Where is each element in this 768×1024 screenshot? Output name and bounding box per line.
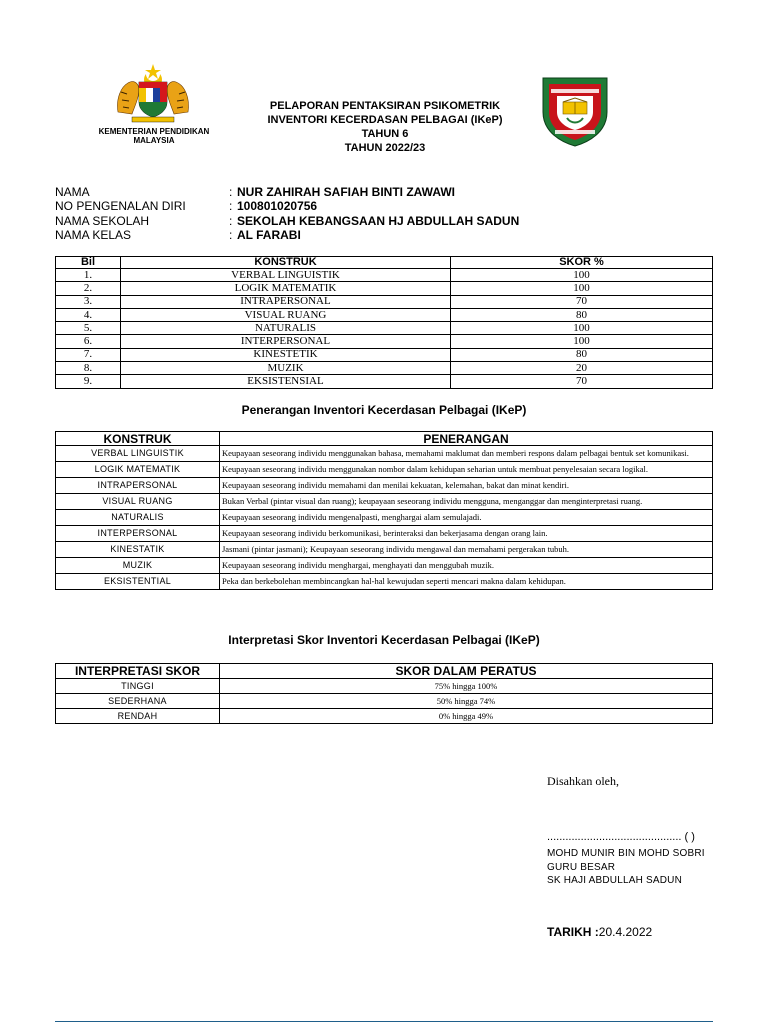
table-row: [56, 362, 713, 375]
row-konstruk: NATURALIS: [56, 510, 220, 526]
row-penerangan: Jasmani (pintar jasmani); Keupayaan seseorang individu mengawal dan memahami pergerakan tubuh.: [220, 542, 713, 558]
header-skor-peratus: SKOR DALAM PERATUS: [220, 664, 713, 679]
table-row: [56, 348, 713, 361]
signatory-block: [547, 847, 705, 888]
table-row: [56, 679, 713, 694]
table-header-row: [56, 257, 713, 269]
header-konstruk: KONSTRUK: [121, 257, 451, 269]
row-konstruk: VERBAL LINGUISTIK: [56, 446, 220, 462]
table-header-row: [56, 432, 713, 446]
row-penerangan: Keupayaan seseorang individu berkomunikasi, berinteraksi dan bekerjasama dengan orang lain.: [220, 526, 713, 542]
date-field: [547, 925, 652, 939]
table-header-row: [56, 664, 713, 679]
row-bil: 3.: [56, 295, 121, 308]
row-skor: 100: [451, 322, 713, 335]
table-row: [56, 269, 713, 282]
info-row-class: [55, 228, 519, 242]
row-bil: 1.: [56, 269, 121, 282]
header-skor: SKOR %: [451, 257, 713, 269]
table-row: [56, 375, 713, 388]
row-bil: 8.: [56, 362, 121, 375]
explanation-title: Penerangan Inventori Kecerdasan Pelbagai (IKeP): [241, 403, 527, 417]
info-value: AL FARABI: [237, 227, 301, 242]
interpretation-table: [55, 663, 713, 724]
row-konstruk: VISUAL RUANG: [56, 494, 220, 510]
row-penerangan: Keupayaan seseorang individu menghargai, menghayati dan menggubah muzik.: [220, 558, 713, 574]
signatory-name: MOHD MUNIR BIN MOHD SOBRI: [547, 848, 705, 859]
table-row: [56, 446, 713, 462]
table-row: [56, 478, 713, 494]
row-konstruk: EKSISTENSIAL: [121, 375, 451, 388]
row-bil: 7.: [56, 348, 121, 361]
table-row: [56, 295, 713, 308]
row-bil: 4.: [56, 308, 121, 321]
row-skor: 80: [451, 348, 713, 361]
row-skor: 100: [451, 335, 713, 348]
row-konstruk: VISUAL RUANG: [121, 308, 451, 321]
row-konstruk: KINESTETIK: [121, 348, 451, 361]
title-line-1: PELAPORAN PENTAKSIRAN PSIKOMETRIK: [269, 100, 501, 112]
row-konstruk: MUZIK: [56, 558, 220, 574]
row-skor: 70: [451, 295, 713, 308]
row-konstruk: KINESTATIK: [56, 542, 220, 558]
explanation-table: [55, 431, 713, 590]
row-skor: 80: [451, 308, 713, 321]
row-konstruk: INTERPERSONAL: [56, 526, 220, 542]
header-konstruk: KONSTRUK: [56, 432, 220, 446]
row-level: TINGGI: [56, 679, 220, 694]
info-colon: :: [229, 199, 233, 214]
row-penerangan: Bukan Verbal (pintar visual dan ruang); keupayaan seseorang individu mengguna, menganggar dan menginterpretasi ruang.: [220, 494, 713, 510]
row-level: SEDERHANA: [56, 694, 220, 709]
row-skor: 20: [451, 362, 713, 375]
row-skor: 100: [451, 282, 713, 295]
info-label: NAMA SEKOLAH: [55, 213, 150, 228]
header-interpretasi: INTERPRETASI SKOR: [56, 664, 220, 679]
table-row: [56, 308, 713, 321]
date-value: 20.4.2022: [598, 925, 653, 939]
row-konstruk: NATURALIS: [121, 322, 451, 335]
table-row: [56, 282, 713, 295]
table-row: [56, 335, 713, 348]
approved-by-label: Disahkan oleh,: [547, 774, 619, 788]
signatory-position: GURU BESAR: [547, 861, 616, 873]
signatory-school: SK HAJI ABDULLAH SADUN: [547, 875, 682, 886]
row-konstruk: EKSISTENTIAL: [56, 574, 220, 590]
row-konstruk: MUZIK: [121, 362, 451, 375]
info-colon: :: [229, 227, 233, 242]
row-range: 50% hingga 74%: [220, 694, 713, 709]
table-row: [56, 709, 713, 724]
row-penerangan: Keupayaan seseorang individu menggunakan bahasa, memahami maklumat dan memberi respons dalam pelbagai bentuk set komunikasi.: [220, 446, 713, 462]
report-title: [240, 99, 530, 155]
header-penerangan: PENERANGAN: [220, 432, 713, 446]
table-row: [56, 322, 713, 335]
row-bil: 2.: [56, 282, 121, 295]
row-range: 0% hingga 49%: [220, 709, 713, 724]
row-bil: 9.: [56, 375, 121, 388]
table-row: [56, 574, 713, 590]
table-row: [56, 494, 713, 510]
title-line-2: INVENTORI KECERDASAN PELBAGAI (IKeP): [267, 114, 503, 126]
row-konstruk: LOGIK MATEMATIK: [121, 282, 451, 295]
info-colon: :: [229, 185, 233, 199]
info-row-school: [55, 214, 519, 228]
student-info: [55, 185, 519, 242]
title-line-3: TAHUN 6: [361, 128, 409, 140]
table-row: [56, 510, 713, 526]
table-row: [56, 558, 713, 574]
row-konstruk: INTRAPERSONAL: [121, 295, 451, 308]
info-value: NUR ZAHIRAH SAFIAH BINTI ZAWAWI: [237, 185, 455, 199]
info-value: SEKOLAH KEBANGSAAN HJ ABDULLAH SADUN: [237, 213, 520, 228]
date-label: TARIKH :: [547, 925, 599, 939]
table-row: [56, 462, 713, 478]
header-bil: Bil: [56, 257, 121, 269]
table-row: [56, 526, 713, 542]
row-bil: 6.: [56, 335, 121, 348]
info-row-name: [55, 185, 519, 199]
school-logo: [537, 72, 613, 148]
interpretation-title: Interpretasi Skor Inventori Kecerdasan Pelbagai (IKeP): [228, 633, 540, 647]
row-skor: 100: [451, 269, 713, 282]
row-range: 75% hingga 100%: [220, 679, 713, 694]
score-table: [55, 256, 713, 389]
row-level: RENDAH: [56, 709, 220, 724]
info-label: NAMA KELAS: [55, 227, 132, 242]
info-label: NO PENGENALAN DIRI: [55, 199, 186, 214]
row-konstruk: INTERPERSONAL: [121, 335, 451, 348]
row-penerangan: Peka dan berkebolehan membincangkan hal-hal kewujudan seperti mencari makna dalam kehidupan.: [220, 574, 713, 590]
row-skor: 70: [451, 375, 713, 388]
row-konstruk: LOGIK MATEMATIK: [56, 462, 220, 478]
row-penerangan: Keupayaan seseorang individu mengenalpasti, menghargai alam semulajadi.: [220, 510, 713, 526]
row-penerangan: Keupayaan seseorang individu menggunakan nombor dalam kehidupan seharian untuk membuat penyelesaian secara logikal.: [220, 462, 713, 478]
row-bil: 5.: [56, 322, 121, 335]
table-row: [56, 542, 713, 558]
row-konstruk: VERBAL LINGUISTIK: [121, 269, 451, 282]
info-label: NAMA: [55, 185, 90, 199]
info-value: 100801020756: [237, 199, 318, 214]
bottom-divider: [55, 1021, 713, 1022]
signature-line: ............................................ ( ): [547, 831, 695, 843]
ministry-name: KEMENTERIAN PENDIDIKAN MALAYSIA: [98, 127, 210, 145]
info-colon: :: [229, 213, 233, 228]
table-row: [56, 694, 713, 709]
title-line-4: TAHUN 2022/23: [344, 142, 426, 154]
coat-of-arms-logo: [112, 62, 194, 124]
row-konstruk: INTRAPERSONAL: [56, 478, 220, 494]
info-row-id: [55, 199, 519, 213]
row-penerangan: Keupayaan seseorang individu memahami dan menilai kekuatan, kelemahan, bakat dan minat kendiri.: [220, 478, 713, 494]
